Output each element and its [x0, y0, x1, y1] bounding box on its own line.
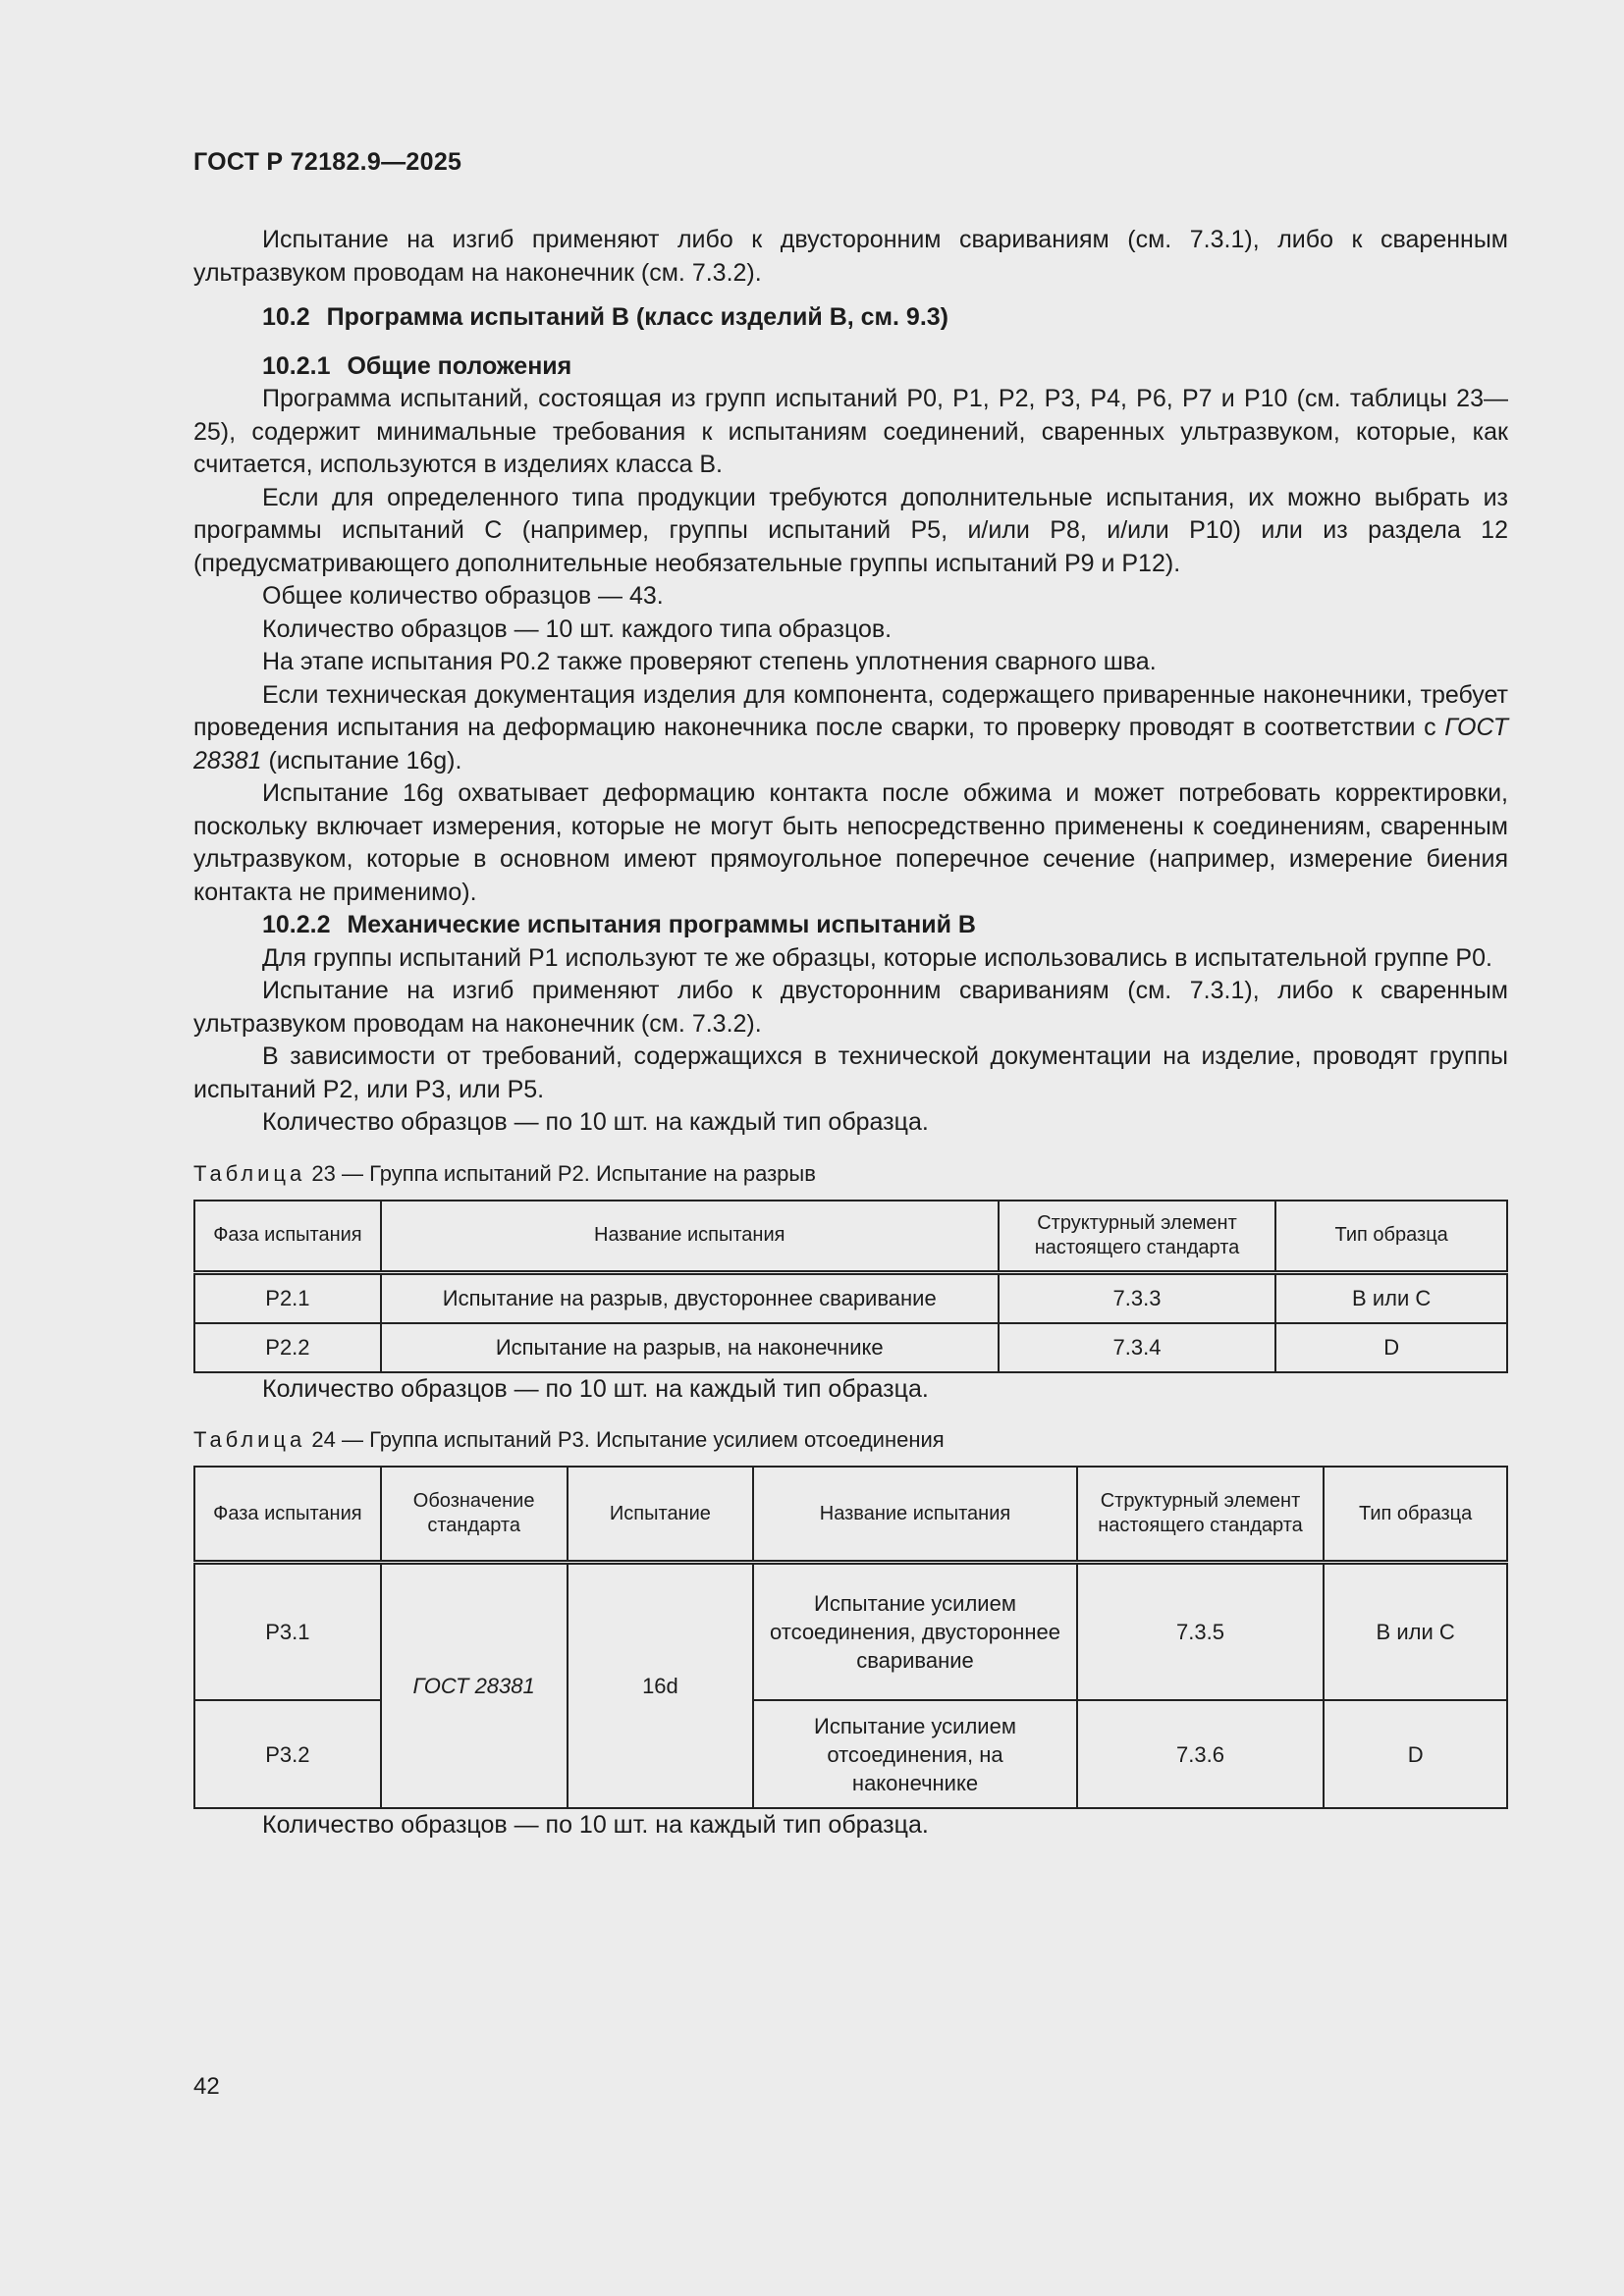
table-cell: 7.3.3: [999, 1272, 1276, 1323]
table-cell: [381, 1563, 568, 1809]
document-body: [193, 224, 1508, 1842]
section-10-2-1-heading: [193, 350, 1508, 384]
table-23: [193, 1200, 1508, 1373]
paragraph: На этапе испытания P0.2 также проверяют степень уплотнения сварного шва.: [262, 648, 1157, 675]
table-cell: 7.3.4: [999, 1323, 1276, 1372]
paragraph: В зависимости от требований, содержащихся в технической документации на изделие, проводят группы испытаний P2, или P3, или P5.: [193, 1042, 1508, 1103]
page-number: 42: [193, 2073, 220, 2100]
section-number: 10.2.1: [262, 351, 331, 380]
table-23-caption: [193, 1159, 1508, 1189]
text: Если техническая документация изделия для компонента, содержащего приваренные наконечники, требует проведения испытания на деформацию наконечника после сварки, то проверку проводят в соответствии с: [193, 680, 1508, 741]
paragraph: Общее количество образцов — 43.: [262, 582, 664, 610]
table-24-caption: [193, 1425, 1508, 1455]
paragraph: Количество образцов — по 10 шт. на каждый тип образца.: [262, 1374, 929, 1403]
table-row: [194, 1323, 1507, 1372]
intro-paragraph: Испытание на изгиб применяют либо к двусторонним свариваниям (см. 7.3.1), либо к сваренным ультразвуком проводам на наконечник (см. 7.3.2).: [193, 226, 1508, 287]
column-header: Тип образца: [1324, 1467, 1507, 1563]
paragraph: Для группы испытаний P1 используют те же образцы, которые использовались в испытательной группе P0.: [262, 943, 1492, 972]
standard-reference: ГОСТ 28381: [412, 1674, 535, 1698]
section-title: Общие положения: [347, 351, 572, 380]
table-cell: 16d: [568, 1563, 754, 1809]
section-number: 10.2.2: [262, 911, 331, 938]
paragraph: [193, 679, 1508, 778]
column-header: Структурный элемент настоящего стандарта: [999, 1201, 1276, 1273]
table-cell: D: [1275, 1323, 1507, 1372]
column-header: Испытание: [568, 1467, 754, 1563]
section-10-2-heading: [193, 301, 1508, 335]
column-header: Название испытания: [753, 1467, 1076, 1563]
table-cell: Испытание на разрыв, на наконечнике: [381, 1323, 999, 1372]
standard-reference: ГОСТ 28381: [193, 714, 1508, 774]
paragraph: Если для определенного типа продукции требуются дополнительные испытания, их можно выбрать из программы испытаний С (например, группы испытаний P5, и/или P8, и/или P10) или из раздела 12 (предусматривающего дополнительные необязательные группы испытаний P9 и P12).: [193, 483, 1508, 577]
column-header: Фаза испытания: [194, 1201, 381, 1273]
caption-word: Таблица: [193, 1160, 306, 1186]
paragraph: Количество образцов — по 10 шт. на каждый тип образца.: [262, 1811, 929, 1839]
caption-word: Таблица: [193, 1427, 306, 1452]
column-header: Название испытания: [381, 1201, 999, 1273]
caption-text: 24 — Группа испытаний P3. Испытание усилием отсоединения: [311, 1427, 945, 1452]
table-cell: Испытание усилием отсоединения, двустороннее сваривание: [753, 1563, 1076, 1701]
text: (испытание 16g).: [261, 746, 462, 774]
column-header: Структурный элемент настоящего стандарта: [1077, 1467, 1325, 1563]
table-cell: P2.1: [194, 1272, 381, 1323]
paragraph: Испытание на изгиб применяют либо к двусторонним свариваниям (см. 7.3.1), либо к сваренным ультразвуком проводам на наконечник (см. 7.3.2).: [193, 977, 1508, 1038]
paragraph: Количество образцов — по 10 шт. на каждый тип образца.: [262, 1108, 929, 1136]
column-header: Тип образца: [1275, 1201, 1507, 1273]
table-24: [193, 1466, 1508, 1809]
table-cell: 7.3.5: [1077, 1563, 1325, 1701]
table-cell: B или C: [1275, 1272, 1507, 1323]
table-cell: Испытание усилием отсоединения, на наконечнике: [753, 1700, 1076, 1808]
table-cell: D: [1324, 1700, 1507, 1808]
column-header: Фаза испытания: [194, 1467, 381, 1563]
section-number: 10.2: [262, 303, 310, 331]
document-header: ГОСТ Р 72182.9—2025: [193, 148, 462, 176]
table-cell: 7.3.6: [1077, 1700, 1325, 1808]
table-cell: P2.2: [194, 1323, 381, 1372]
table-cell: B или C: [1324, 1563, 1507, 1701]
section-title: Механические испытания программы испытаний B: [347, 911, 976, 938]
column-header: Обозначение стандарта: [381, 1467, 568, 1563]
caption-text: 23 — Группа испытаний P2. Испытание на разрыв: [311, 1160, 816, 1186]
paragraph: Испытание 16g охватывает деформацию контакта после обжима и может потребовать корректировки, поскольку включает измерения, которые не могут быть непосредственно применены к соединениям, сваренным ультразвуком, которые в основном имеют прямоугольное поперечное сечение (например, измерение биения контакта не применимо).: [193, 779, 1508, 906]
table-row: [194, 1272, 1507, 1323]
paragraph: Количество образцов — 10 шт. каждого типа образцов.: [262, 614, 893, 643]
table-row: [194, 1563, 1507, 1701]
table-cell: Испытание на разрыв, двустороннее сваривание: [381, 1272, 999, 1323]
table-cell: P3.1: [194, 1563, 381, 1701]
section-10-2-2-heading: [193, 909, 1508, 942]
table-cell: P3.2: [194, 1700, 381, 1808]
section-title: Программа испытаний B (класс изделий B, см. 9.3): [326, 303, 949, 331]
paragraph: Программа испытаний, состоящая из групп испытаний P0, P1, P2, P3, P4, P6, P7 и P10 (см. таблицы 23—25), содержит минимальные требования к испытаниям соединений, сваренных ультразвуком, которые, как считается, используются в изделиях класса B.: [193, 385, 1508, 478]
